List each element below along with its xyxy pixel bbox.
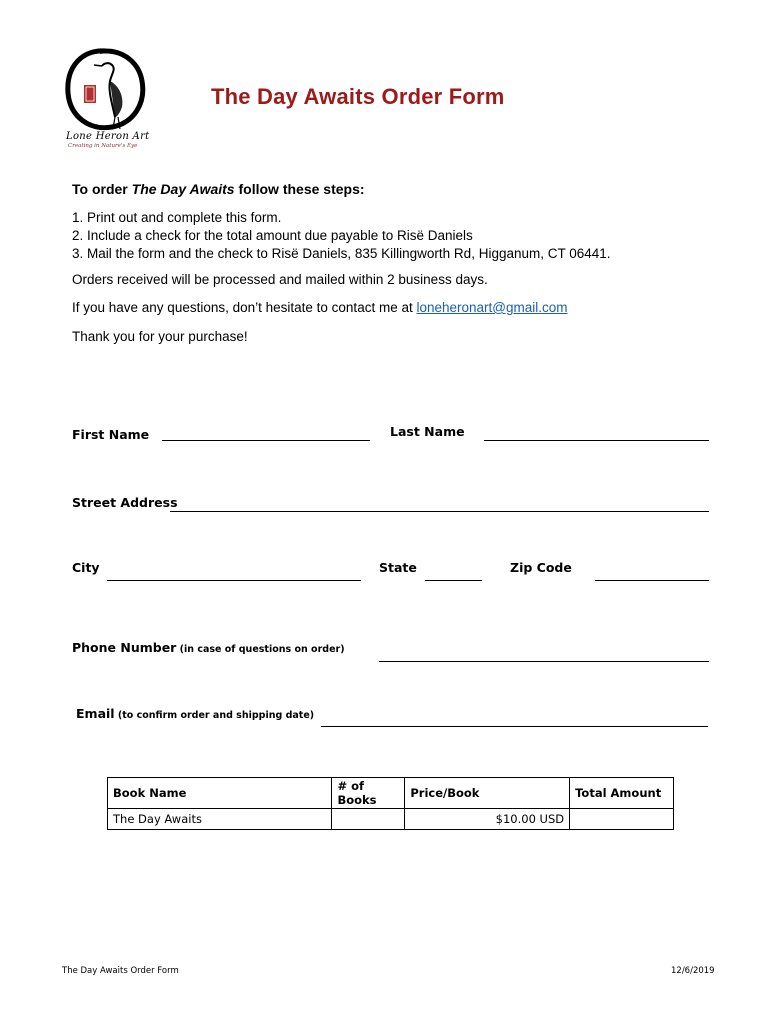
contact-note: If you have any questions, don’t hesitate to contact me at loneheronart@gmail.com <box>72 300 568 315</box>
state-label: State <box>379 560 417 575</box>
footer-title: The Day Awaits Order Form <box>62 966 179 976</box>
phone-number-line[interactable] <box>379 661 709 662</box>
cell-total[interactable] <box>570 809 674 830</box>
city-line[interactable] <box>107 580 361 581</box>
logo-name: Lone Heron Art <box>66 131 150 142</box>
col-num-books: # of Books <box>332 778 405 809</box>
first-name-line[interactable] <box>162 440 370 441</box>
zip-code-label: Zip Code <box>510 560 572 575</box>
zip-code-line[interactable] <box>595 580 709 581</box>
cell-book-name: The Day Awaits <box>108 809 332 830</box>
table-row <box>108 809 674 830</box>
email-line[interactable] <box>321 726 708 727</box>
col-total-amount: Total Amount <box>570 778 674 809</box>
contact-email-link[interactable]: loneheronart@gmail.com <box>416 300 568 315</box>
street-address-label: Street Address <box>72 495 178 510</box>
city-label: City <box>72 560 100 575</box>
page-title: The Day Awaits Order Form <box>211 84 505 109</box>
step-3: 3. Mail the form and the check to Risë Daniels, 835 Killingworth Rd, Higganum, CT 06441. <box>72 246 611 261</box>
logo-tagline: Creating in Nature's Eye <box>68 143 138 149</box>
thanks-note: Thank you for your purchase! <box>72 329 248 344</box>
phone-number-label: Phone Number (in case of questions on order) <box>72 640 345 655</box>
col-book-name: Book Name <box>108 778 332 809</box>
last-name-label: Last Name <box>390 424 465 439</box>
intro-book-title: The Day Awaits <box>131 181 235 197</box>
step-2: 2. Include a check for the total amount due payable to Risë Daniels <box>72 228 473 243</box>
instructions-intro: To order The Day Awaits follow these steps: <box>72 181 365 197</box>
footer-date: 12/6/2019 <box>671 966 715 976</box>
steps-list <box>72 209 611 263</box>
cell-num-books[interactable] <box>332 809 405 830</box>
street-address-line[interactable] <box>170 511 709 512</box>
last-name-line[interactable] <box>484 440 709 441</box>
first-name-label: First Name <box>72 427 150 442</box>
cell-price: $10.00 USD <box>405 809 570 830</box>
state-line[interactable] <box>425 580 482 581</box>
order-table <box>107 777 674 830</box>
col-price-book: Price/Book <box>405 778 570 809</box>
step-1: 1. Print out and complete this form. <box>72 210 282 225</box>
email-label: Email (to confirm order and shipping date) <box>76 706 315 721</box>
table-header-row <box>108 778 674 809</box>
processing-note: Orders received will be processed and mailed within 2 business days. <box>72 272 488 287</box>
